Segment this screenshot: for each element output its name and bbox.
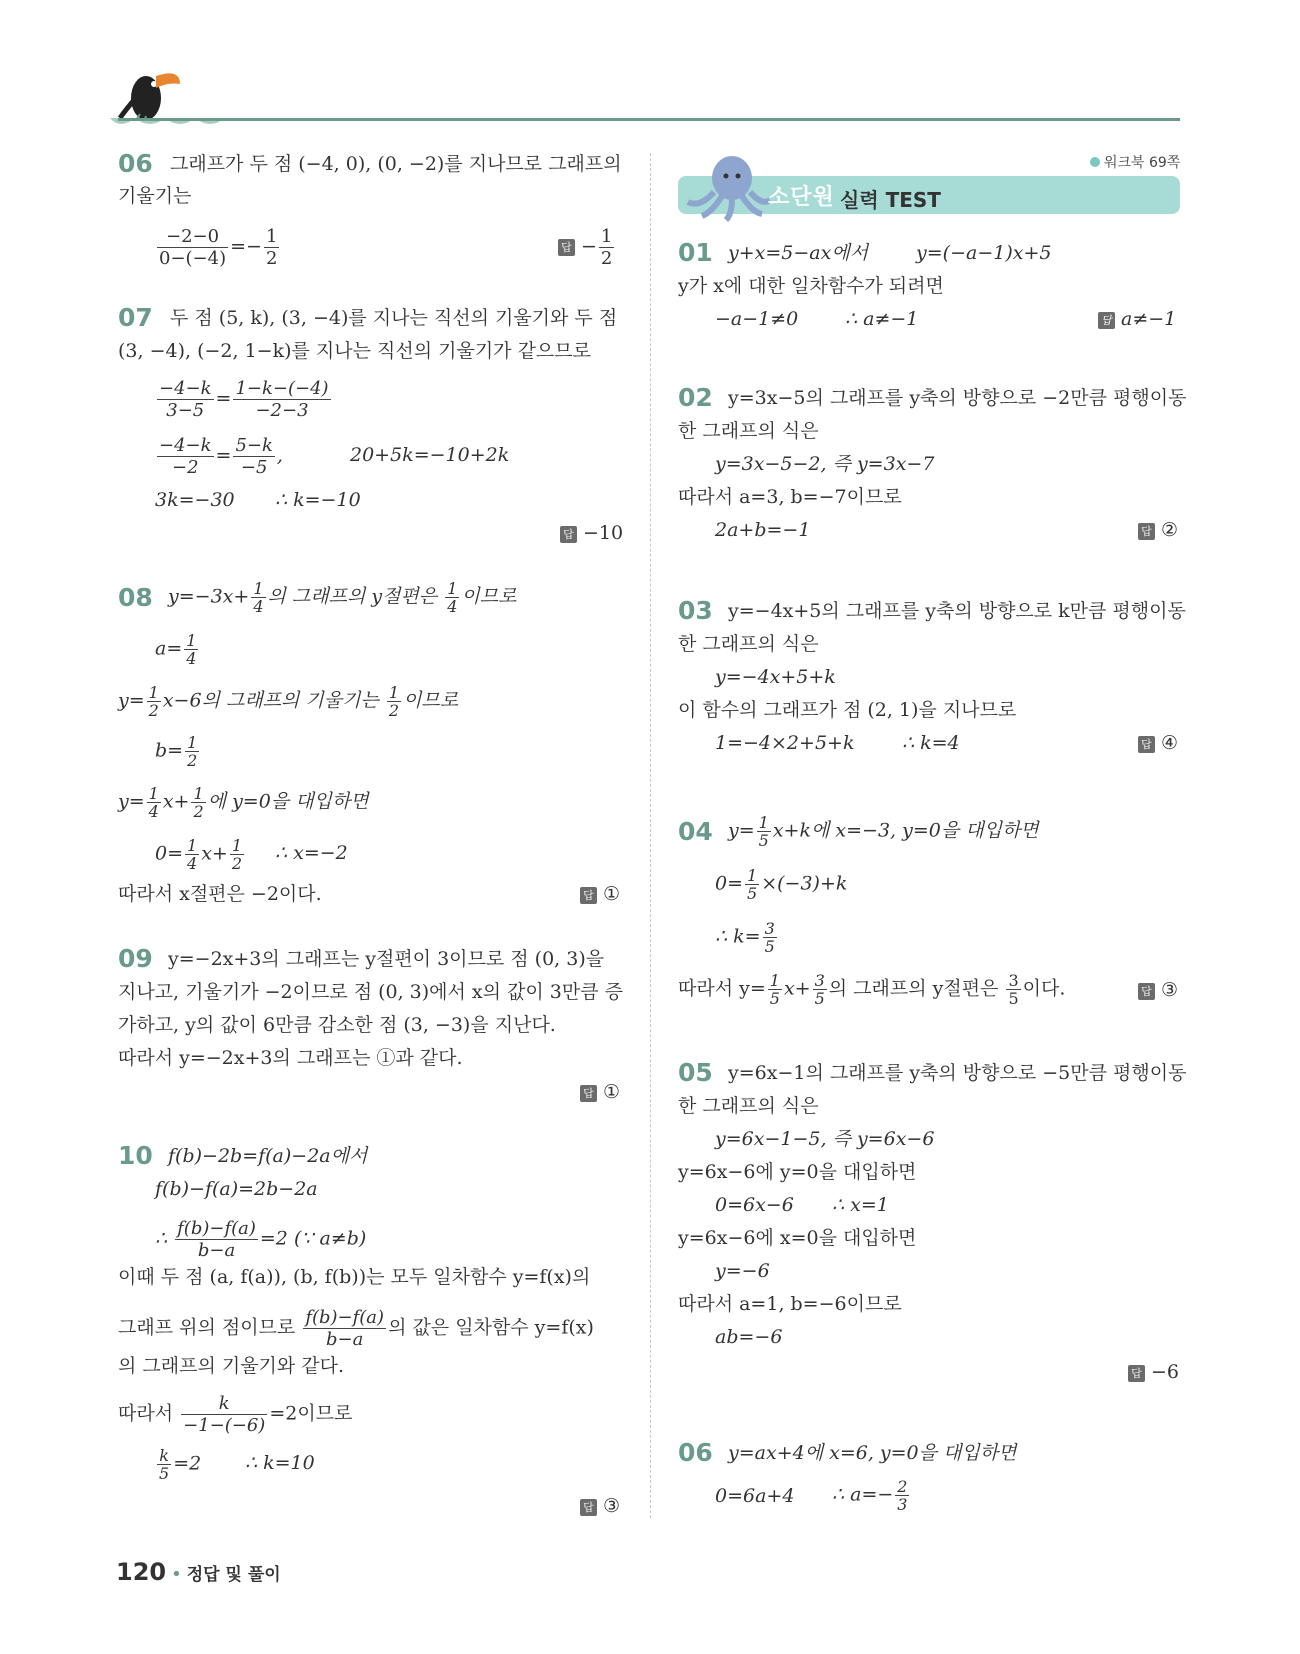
answer: 답 ①	[580, 1079, 620, 1105]
banner-title: 소단원	[768, 185, 835, 210]
answer: 답 a≠−1	[1098, 306, 1176, 332]
text-line: y=3x−5의 그래프를 y축의 방향으로 −2만큼 평행이동	[728, 387, 1187, 409]
math-line: ∴ k= $\frac{3}{5}$	[715, 919, 775, 956]
text-line: 두 점 (5, k), (3, −4)를 지나는 직선의 기울기와 두 점	[170, 307, 618, 329]
math-line: ab=−6	[715, 1326, 783, 1348]
problem-number: 07	[118, 303, 153, 332]
answer: 답 −6	[1128, 1359, 1179, 1385]
math-line: y= $\frac{1}{4}$ x+ $\frac{1}{2}$ 에 y=0을 대입하면	[118, 784, 369, 821]
dot-icon	[1090, 157, 1100, 167]
math-line: ∴ x=1	[832, 1194, 889, 1216]
math-line: 0=6x−6	[715, 1194, 794, 1216]
text-line: 가하고, y의 값이 6만큼 감소한 점 (3, −3)을 지난다.	[118, 1014, 556, 1036]
text-line: y=−4x+5의 그래프를 y축의 방향으로 k만큼 평행이동	[728, 600, 1186, 622]
text-line: y가 x에 대한 일차함수가 되려면	[678, 275, 944, 297]
text-line: 따라서 a=1, b=−6이므로	[678, 1293, 902, 1315]
problem-number: 04	[678, 817, 713, 846]
math-line: $\frac{-2-0}{0-(-4)}$ =− $\frac{1}{2}$	[159, 226, 278, 269]
math-line: 1=−4×2+5+k	[715, 732, 855, 754]
math-line: 0= $\frac{1}{5}$ ×(−3)+k	[715, 866, 848, 903]
text-line: y=6x−1의 그래프를 y축의 방향으로 −5만큼 평행이동	[728, 1062, 1187, 1084]
problem-number: 06	[118, 149, 153, 178]
text-line: 그래프가 두 점 (−4, 0), (0, −2)를 지나므로 그래프의	[170, 153, 622, 175]
footer-title: 정답 및 풀이	[186, 1565, 281, 1585]
bullet-icon: •	[171, 1564, 182, 1585]
text-line: 한 그래프의 식은	[678, 633, 819, 655]
math-line: y= $\frac{1}{2}$ x−6의 그래프의 기울기는 $\frac{1}{2}$ 이므로	[118, 683, 459, 720]
banner-subtitle: 실력 TEST	[840, 188, 941, 212]
text-line: (3, −4), (−2, 1−k)를 지나는 직선의 기울기가 같으므로	[118, 340, 591, 362]
math-line: ∴ a=− $\frac{2}{3}$	[832, 1477, 908, 1514]
octopus-icon	[682, 150, 772, 222]
math-line: 0= $\frac{1}{4}$ x+ $\frac{1}{2}$	[155, 836, 243, 873]
math-line: ∴ k=−10	[275, 489, 361, 511]
fraction: $\frac{-2-0}{0-(-4)}$	[159, 226, 227, 269]
math-line: 0=6a+4	[715, 1485, 795, 1507]
text-line: 한 그래프의 식은	[678, 1095, 819, 1117]
text-line: 따라서 $\frac{k}{-1-(-6)}$ =2이므로	[118, 1393, 353, 1436]
page-footer	[116, 1558, 281, 1586]
problem-number: 10	[118, 1141, 153, 1170]
text-line: 한 그래프의 식은	[678, 420, 819, 442]
fraction: $\frac{1}{2}$	[265, 226, 278, 269]
math-line: y=(−a−1)x+5	[916, 242, 1052, 264]
problem-number: 06	[678, 1438, 713, 1467]
text-line: 따라서 a=3, b=−7이므로	[678, 486, 902, 508]
text-line: y=−2x+3의 그래프는 y절편이 3이므로 점 (0, 3)을	[168, 948, 605, 970]
math-line: ∴ k=10	[245, 1452, 315, 1474]
problem-number: 05	[678, 1058, 713, 1087]
problem-number: 09	[118, 944, 153, 973]
problem-number: 01	[678, 238, 713, 267]
math-line: y+x=5−ax에서	[728, 242, 869, 264]
workbook-reference: 워크북 69쪽	[1090, 152, 1180, 172]
math-line: $\frac{-4-k}{-2}$ = $\frac{5-k}{-5}$ ,	[159, 435, 283, 478]
math-line: b= $\frac{1}{2}$	[155, 733, 198, 770]
math-line: ∴ k=4	[902, 732, 960, 754]
answer: 답 −10	[560, 520, 623, 546]
text-line: 따라서 y= $\frac{1}{5}$ x+ $\frac{3}{5}$ 의 그래프의 y절편은 $\frac{3}{5}$ 이다.	[678, 971, 1066, 1008]
answer: 답 ④	[1138, 730, 1178, 756]
math-line: 3k=−30	[155, 489, 235, 511]
answer: 답 ①	[580, 881, 620, 907]
fraction: $\frac{1}{2}$	[600, 226, 613, 269]
math-line: y= $\frac{1}{5}$ x+k에 x=−3, y=0을 대입하면	[728, 813, 1039, 850]
math-line: 2a+b=−1	[715, 519, 811, 541]
math-line: y=3x−5−2, 즉 y=3x−7	[715, 453, 935, 475]
math-line: y=−6	[715, 1260, 770, 1282]
text-line: 지나고, 기울기가 −2이므로 점 (0, 3)에서 x의 값이 3만큼 증	[118, 981, 623, 1003]
math-line: $\frac{k}{5}$ =2	[159, 1446, 202, 1483]
page-number: 120	[116, 1558, 167, 1586]
problem-number: 02	[678, 383, 713, 412]
text-line: y=6x−6에 y=0을 대입하면	[678, 1161, 917, 1183]
text-line: 의 그래프의 기울기와 같다.	[118, 1355, 345, 1377]
math-line: f(b)−2b=f(a)−2a에서	[168, 1145, 368, 1167]
math-line: y=6x−1−5, 즉 y=6x−6	[715, 1128, 935, 1150]
math-line: f(b)−f(a)=2b−2a	[155, 1178, 318, 1200]
math-line: 20+5k=−10+2k	[350, 444, 510, 466]
math-line: $\frac{-4-k}{3-5}$ = $\frac{1-k-(-4)}{-2-3}$	[159, 378, 329, 421]
problem-number: 03	[678, 596, 713, 625]
text-line: 그래프 위의 점이므로 $\frac{f(b)-f(a)}{b-a}$ 의 값은 일차함수 y=f(x)	[118, 1307, 594, 1350]
math-line: −a−1≠0	[715, 308, 799, 330]
text-line: 따라서 x절편은 −2이다.	[118, 883, 322, 905]
text-line: 기울기는	[118, 185, 192, 207]
math-line: ∴ $\frac{f(b)-f(a)}{b-a}$ =2 (∵ a≠b)	[155, 1218, 367, 1261]
math-line: y=−4x+5+k	[715, 666, 836, 688]
column-separator	[650, 153, 651, 1518]
math-line: y=−3x+ $\frac{1}{4}$ 의 그래프의 y절편은 $\frac{1}{4}$ 이므로	[168, 579, 517, 616]
math-line: y=ax+4에 x=6, y=0을 대입하면	[728, 1442, 1017, 1464]
answer: 답 − $\frac{1}{2}$	[558, 226, 616, 269]
text-line: 이 함수의 그래프가 점 (2, 1)을 지나므로	[678, 699, 1017, 721]
answer: 답 ③	[1138, 977, 1178, 1003]
math-line: a= $\frac{1}{4}$	[155, 631, 197, 668]
text-line: y=6x−6에 x=0을 대입하면	[678, 1227, 917, 1249]
math-line: ∴ x=−2	[275, 842, 348, 864]
header-rule	[118, 118, 1180, 121]
answer: 답 ②	[1138, 517, 1178, 543]
text-line: 따라서 y=−2x+3의 그래프는 ①과 같다.	[118, 1047, 463, 1069]
math-line: ∴ a≠−1	[845, 308, 919, 330]
answer: 답 ③	[580, 1493, 620, 1519]
text-line: 이때 두 점 (a, f(a)), (b, f(b))는 모두 일차함수 y=f(x)의	[118, 1266, 591, 1288]
problem-number: 08	[118, 583, 153, 612]
